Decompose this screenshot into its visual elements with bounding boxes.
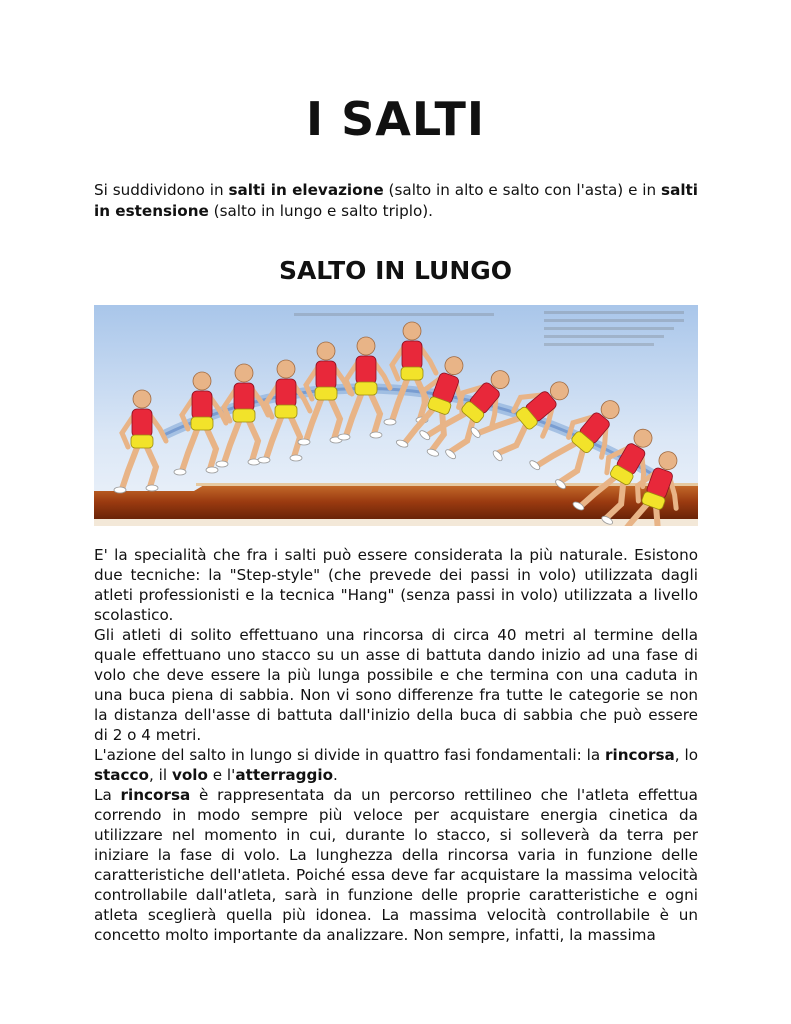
p3-text-2: , lo [674, 746, 698, 764]
p3-bold-atterraggio: atterraggio [235, 766, 334, 784]
long-jump-sequence-image [94, 305, 698, 526]
intro-text-1: Si suddividono in [94, 181, 229, 199]
p3-bold-stacco: stacco [94, 766, 149, 784]
body-text [94, 545, 698, 945]
p3-bold-volo: volo [171, 766, 208, 784]
section-title: SALTO IN LUNGO [278, 256, 513, 285]
p4-bold-rincorsa: rincorsa [120, 786, 191, 804]
p3-text-3: , il [149, 766, 172, 784]
paragraph-3 [94, 745, 698, 785]
intro-text-2: (salto in alto e salto con l'asta) e in [383, 181, 662, 199]
page-title: I SALTI [305, 92, 486, 146]
paragraph-4 [94, 785, 698, 945]
paragraph-1: E' la specialità che fra i salti può essere considerata la più naturale. Esistono due tecniche: la "Step-style" (che prevede dei passi in volo) utilizzata dagli atleti professionisti e la tecnica "Hang" (senza passi in volo) utilizzata a livello scolastico. [94, 546, 698, 624]
paragraph-2: Gli atleti di solito effettuano una rincorsa di circa 40 metri al termine della quale effettuano uno stacco su un asse di battuta dando inizio ad una fase di volo che deve essere la più lunga possibile e che termina con una caduta in una buca piena di sabbia. Non vi sono differenze fra tutte le categorie se non la distanza dell'asse di battuta dall'inizio della buca di sabbia che può essere di 2 o 4 metri. [94, 626, 698, 744]
long-jump-illustration [94, 305, 698, 526]
p3-text-5: . [333, 766, 338, 784]
intro-bold-elevazione: salti in elevazione [228, 181, 384, 199]
p3-bold-rincorsa: rincorsa [605, 746, 675, 764]
p4-text-1: La [94, 786, 121, 804]
p3-text-4: e l' [207, 766, 236, 784]
p4-text-2: è rappresentata da un percorso rettilineo che l'atleta effettua correndo in modo sempre più veloce per acquistare energia cinetica da utilizzare nel momento in cui, durante lo stacco, si solleverà da terra per iniziare la fase di volo. La lunghezza della rincorsa varia in funzione delle caratteristiche dell'atleta. Poiché essa deve far acquistare la massima velocità controllabile dall'atleta, sarà in funzione delle proprie caratteristiche e ogni atleta sceglierà quella più idonea. La massima velocità controllabile è un concetto molto importante da analizzare. Non sempre, infatti, la massima [94, 786, 698, 944]
intro-bold-estensione: salti in estensione [94, 181, 698, 220]
intro-paragraph [94, 180, 698, 221]
intro-text-3: (salto in lungo e salto triplo). [208, 201, 433, 220]
p3-text-1: L'azione del salto in lungo si divide in quattro fasi fondamentali: la [94, 746, 606, 764]
